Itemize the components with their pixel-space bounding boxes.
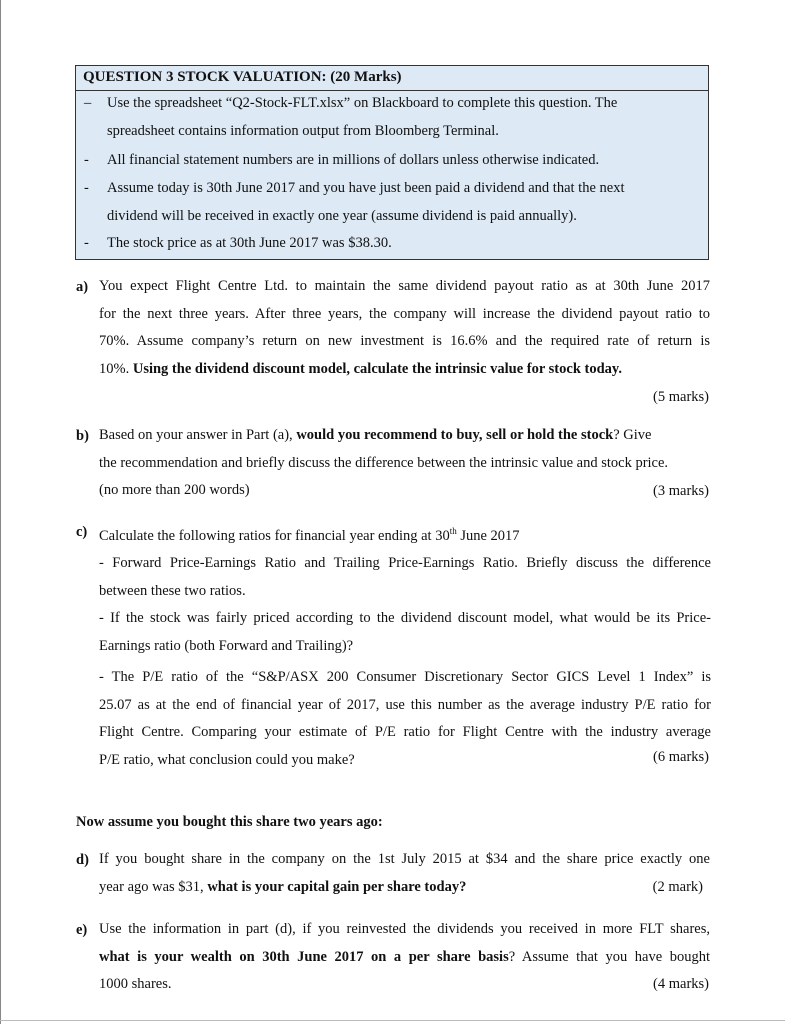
section-heading: Now assume you bought this share two years ago: [76,814,383,830]
text-run: ? Assume that you have bought [508,948,710,965]
text-line [99,356,710,384]
title-divider [76,90,708,91]
part-d-marks: (2 mark) [652,879,703,895]
text-line: Earnings ratio (both Forward and Trailing)? [99,637,354,654]
page-edge-bottom [0,1020,785,1021]
part-b-label: b) [76,428,89,444]
text-line: Use the information in part (d), if you reinvested the dividends you received in more FLT shares, [99,921,710,937]
part-b-marks: (3 marks) [653,483,709,499]
bold-instruction: what is your capital gain per share today? [207,878,467,895]
bullet-text: dividend will be received in exactly one year (assume dividend is paid annually). [107,208,577,224]
bullet-dash: - [84,235,89,251]
text-run: Calculate the following ratios for financial year ending at 30 [99,527,450,544]
part-a-marks: (5 marks) [653,389,709,405]
part-d-text [99,846,710,901]
bullet-dash: - [84,152,89,168]
part-e-marks: (4 marks) [653,976,709,992]
part-d-label: d) [76,852,89,868]
part-c-label: c) [76,524,88,540]
part-c-text [99,518,711,774]
page-edge [0,0,1,1024]
part-a-label: a) [76,279,89,295]
text-line: 25.07 as at the end of financial year of 2017, use this number as the average industry P/E ratio for [99,696,711,713]
text-line: for the next three years. After three years, the company will increase the dividend payout ratio to [99,305,710,322]
text-run: June 2017 [456,527,520,544]
text-line [99,422,710,450]
part-e-text [99,916,710,999]
bullet-text: Assume today is 30th June 2017 and you have just been paid a dividend and that the next [107,180,625,196]
bold-instruction: what is your wealth on 30th June 2017 on a per share basis [99,948,509,965]
text-line: - Forward Price-Earnings Ratio and Trailing Price-Earnings Ratio. Briefly discuss the difference [99,555,711,572]
text-line: between these two ratios. [99,582,246,599]
part-e-label: e) [76,922,88,938]
text-line: You expect Flight Centre Ltd. to maintain the same dividend payout ratio as at 30th June 2017 [99,278,710,294]
text-line [99,518,711,550]
question-box [75,65,709,260]
part-b-text [99,422,710,505]
text-line: P/E ratio, what conclusion could you make? [99,751,355,768]
text-line: If you bought share in the company on the 1st July 2015 at $34 and the share price exactly one [99,851,710,867]
text-line: Flight Centre. Comparing your estimate of P/E ratio for Flight Centre with the industry average [99,724,711,741]
text-line: - If the stock was fairly priced according to the dividend discount model, what would be its Price- [99,610,711,627]
text-line: 70%. Assume company’s return on new investment is 16.6% and the required rate of return is [99,333,710,349]
text-line: the recommendation and briefly discuss the difference between the intrinsic value and stock price. [99,454,669,471]
question-title: QUESTION 3 STOCK VALUATION: (20 Marks) [83,69,402,85]
text-run: 10%. [99,360,133,377]
text-line: 1000 shares. [99,976,172,992]
superscript: th [449,526,457,536]
text-run: Based on your answer in Part (a), [99,427,297,443]
bold-instruction: Using the dividend discount model, calculate the intrinsic value for stock today. [132,360,622,377]
text-line: (no more than 200 words) [99,482,250,498]
text-line [99,874,710,902]
text-line [99,944,710,972]
part-a-text [99,273,710,383]
bullet-text: spreadsheet contains information output from Bloomberg Terminal. [107,123,499,139]
text-run: year ago was $31, [99,878,208,895]
part-c-marks: (6 marks) [653,749,709,765]
text-line: - The P/E ratio of the “S&P/ASX 200 Consumer Discretionary Sector GICS Level 1 Index” is [99,669,711,686]
bold-instruction: would you recommend to buy, sell or hold the stock [296,427,614,443]
bullet-text: All financial statement numbers are in millions of dollars unless otherwise indicated. [107,152,600,168]
bullet-dash: - [84,180,89,196]
bullet-text: Use the spreadsheet “Q2-Stock-FLT.xlsx” on Blackboard to complete this question. The [107,95,618,111]
text-run: ? Give [613,427,652,443]
bullet-text: The stock price as at 30th June 2017 was $38.30. [107,235,392,251]
bullet-dash: – [84,95,92,111]
